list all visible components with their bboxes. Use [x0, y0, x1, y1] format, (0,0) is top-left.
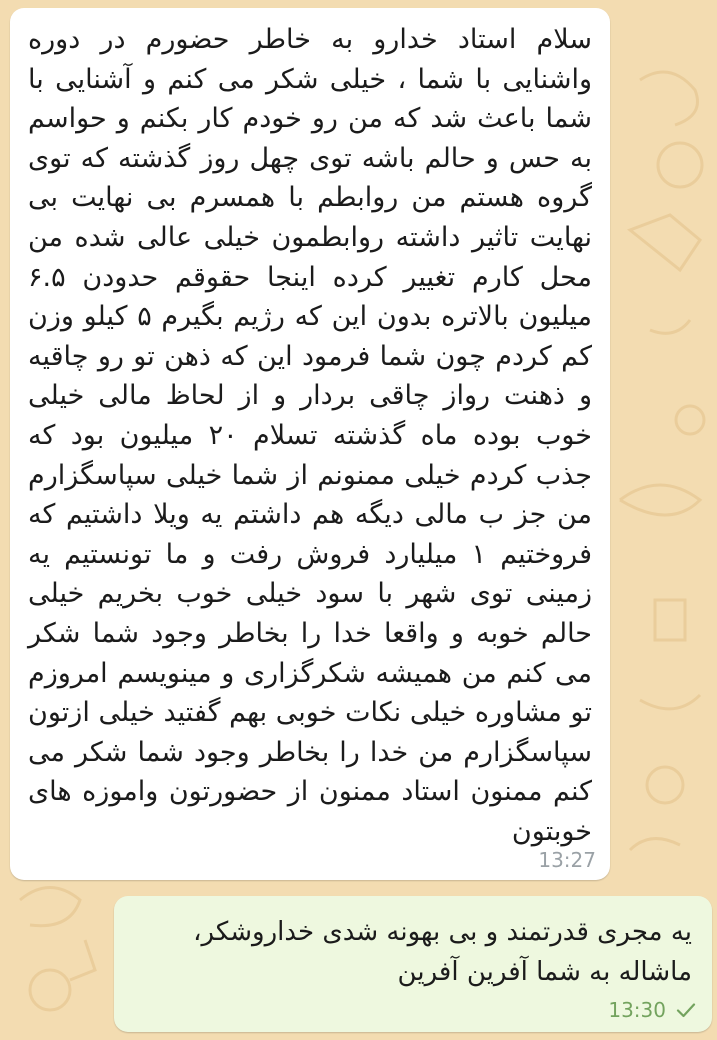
outgoing-message-time: 13:30: [608, 998, 666, 1022]
outgoing-message-meta: [608, 998, 696, 1022]
outgoing-message-text: یه مجری قدرتمند و بی بهونه شدی خداروشکر، ماشاله به شما آفرین آفرین: [193, 917, 692, 987]
single-check-icon: [676, 1002, 696, 1018]
incoming-message-text: سلام استاد خدارو به خاطر حضورم در دوره واشنایی با شما ، خیلی شکر می کنم و آشنایی با شما باعث شد که من رو خودم کار بکنم و حواسم به حس و حالم باشه توی چهل روز گذشته که توی گروه هستم من روابطم با همسرم بی نهایت بی نهایت تاثیر داشته روابطمون خیلی عالی شده من محل کارم تغییر کرده اینجا حقوقم حدودن ۶.۵ میلیون بالاتره بدون این که رژیم بگیرم ۵ کیلو وزن کم کردم چون شما فرمود این که ذهن تو رو چاقیه و ذهنت رواز چاقی بردار و از لحاظ مالی خیلی خوب بوده ماه گذشته تسلام ۲۰ میلیون بود که جذب کردم خیلی ممنونم از شما خیلی سپاسگزارم من جز ب مالی دیگه هم داشتم یه ویلا داشتیم که فروختیم ۱ میلیارد فروش رفت و ما تونستیم یه زمینی توی شهر با سود خیلی خوب بخریم خیلی حالم خوبه و واقعا خدا را بخاطر وجود شما شکر می کنم من همیشه شکرگزاری و مینویسم امروزم تو مشاوره خیلی نکات خوبی بهم گفتید خیلی ازتون سپاسگزارم من خدا را بخاطر وجود شما شکر می کنم ممنون استاد ممنون از حضورتون واموزه های خوبتون: [28, 24, 592, 847]
outgoing-message-bubble[interactable]: [114, 896, 712, 1032]
incoming-message-bubble[interactable]: [10, 8, 610, 880]
incoming-message-time: 13:27: [538, 848, 596, 872]
